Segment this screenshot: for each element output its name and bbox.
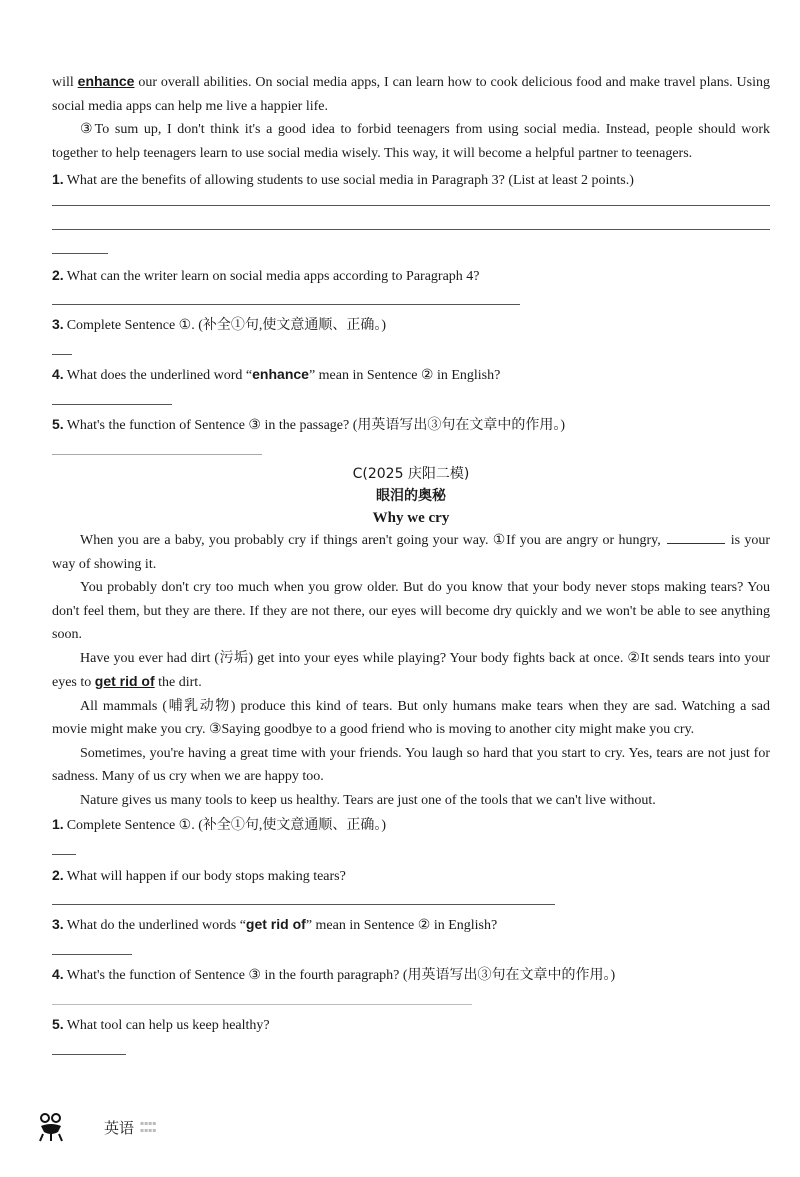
passage-paragraph: Have you ever had dirt (污垢) get into your eyes while playing? Your body fights back at once. ②It sends tears into your eyes to get rid of the dirt.: [52, 650, 770, 690]
question-c5: 5. What tool can help us keep healthy?: [52, 1016, 270, 1033]
passage-paragraph: You probably don't cry too much when you grow older. But do you know that your body never stops making tears? You don't feel them, but they are there. If they are not there, our eyes will become dry quickly and we won't be able to see anything soon.: [52, 580, 770, 642]
worksheet-page: [52, 70, 770, 1055]
question-b2: 2. What can the writer learn on social media apps according to Paragraph 4?: [52, 267, 480, 284]
chinese-title: 眼泪的奥秘: [376, 488, 446, 504]
passage-paragraph: All mammals (哺乳动物) produce this kind of tears. But only humans make tears when they are sad. Watching a sad movie might make you cry. ③Saying goodbye to a good friend who is moving to another city might make you cry.: [52, 698, 770, 737]
answer-line[interactable]: [52, 205, 770, 206]
fill-blank[interactable]: [667, 529, 725, 544]
answer-line[interactable]: [52, 1004, 472, 1005]
subject-label: 英语: [104, 1118, 135, 1137]
answer-line[interactable]: [52, 954, 132, 955]
passage-paragraph: will enhance our overall abilities. On social media apps, I can learn how to cook delicious food and make travel plans. Using social media apps can help me live a happier life.: [52, 73, 770, 114]
question-b5: 5. What's the function of Sentence ③ in the passage? (用英语写出③句在文章中的作用。): [52, 416, 566, 433]
answer-line[interactable]: [52, 1054, 126, 1055]
question-c4: 4. What's the function of Sentence ③ in the fourth paragraph? (用英语写出③句在文章中的作用。): [52, 966, 616, 983]
passage-paragraph: ③To sum up, I don't think it's a good idea to forbid teenagers from using social media. Instead, people should work together to help teenagers learn to use social media wisely. This way, it will become a helpful partner to teenagers.: [52, 122, 770, 161]
section-header: C(2025 庆阳二模): [352, 466, 470, 482]
answer-line[interactable]: [52, 354, 72, 355]
question-b1: 1. What are the benefits of allowing students to use social media in Paragraph 3? (List at least 2 points.): [52, 171, 634, 188]
answer-line[interactable]: [52, 304, 520, 305]
answer-line[interactable]: [52, 904, 555, 905]
answer-line[interactable]: [52, 454, 262, 455]
question-b3: 3. Complete Sentence ①. (补全①句,使文意通顺、正确。): [52, 316, 387, 333]
page-footer: [38, 1112, 156, 1142]
passage-title: Why we cry: [372, 510, 450, 526]
answer-line[interactable]: [52, 253, 108, 254]
answer-line[interactable]: [52, 404, 172, 405]
passage-paragraph: Sometimes, you're having a great time with your friends. You laugh so hard that you start to cry. Yes, tears are not just for sadness. Many of us cry when we are happy too.: [52, 745, 770, 784]
answer-line[interactable]: [52, 854, 76, 855]
underlined-phrase-get-rid-of: get rid of: [94, 673, 155, 689]
passage-paragraph: When you are a baby, you probably cry if things aren't going your way. ①If you are angry or hungry, is your way of showing it.: [52, 529, 770, 576]
mascot-logo-icon: [38, 1112, 64, 1142]
footer-watermark: ▪▪▪▪ ▪▪▪▪: [140, 1120, 157, 1134]
question-c2: 2. What will happen if our body stops making tears?: [52, 867, 346, 884]
answer-line[interactable]: [52, 229, 770, 230]
question-c1: 1. Complete Sentence ①. (补全①句,使文意通顺、正确。): [52, 816, 387, 833]
question-b4: 4. What does the underlined word “enhance” mean in Sentence ② in English?: [52, 366, 501, 383]
underlined-word-enhance: enhance: [77, 73, 135, 89]
question-c3: 3. What do the underlined words “get rid of” mean in Sentence ② in English?: [52, 916, 498, 933]
passage-paragraph: Nature gives us many tools to keep us healthy. Tears are just one of the tools that we can't live without.: [80, 792, 656, 808]
